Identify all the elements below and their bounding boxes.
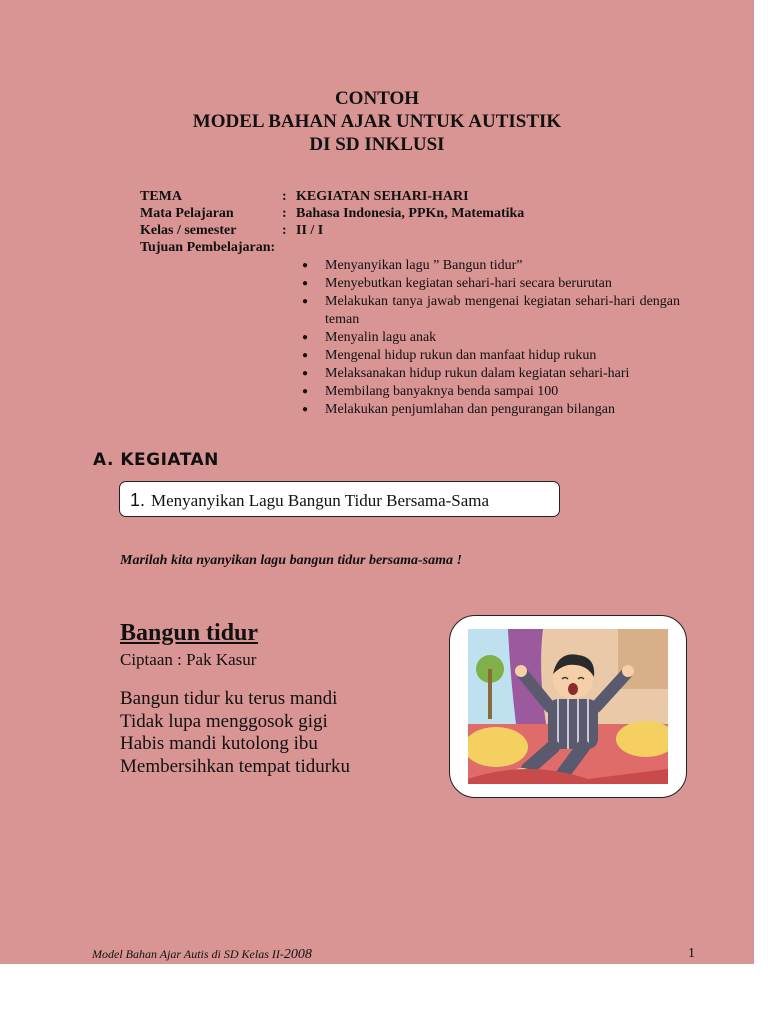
bullet-icon: ● <box>302 385 309 397</box>
bullet-icon: ● <box>302 367 309 379</box>
meta-sep: : <box>282 206 287 221</box>
goal-text: Menyalin lagu anak <box>325 329 437 345</box>
activity-label: Menyanyikan Lagu Bangun Tidur Bersama-Sama <box>151 491 490 510</box>
boy-waking-up-illustration <box>468 629 668 784</box>
goal-text: Mengenal hidup rukun dan manfaat hidup rukun <box>325 347 597 363</box>
meta-sep: : <box>282 189 287 204</box>
goal-text: Menyebutkan kegiatan sehari-hari secara berurutan <box>325 276 612 291</box>
song-lyrics <box>120 688 350 778</box>
page-number: 1 <box>688 946 695 961</box>
bullet-icon: ● <box>302 403 309 415</box>
goal-text: Melakukan penjumlahan dan pengurangan bilangan <box>325 401 616 417</box>
lyric-line: Bangun tidur ku terus mandi <box>120 688 338 709</box>
list-item <box>300 329 680 347</box>
bullet-icon: ● <box>302 349 309 361</box>
list-item <box>300 365 680 383</box>
lyric-line: Habis mandi kutolong ibu <box>120 733 318 754</box>
song-composer: Ciptaan : Pak Kasur <box>120 650 257 669</box>
activity-number: 1. <box>130 490 146 510</box>
goal-text: Melaksanakan hidup rukun dalam kegiatan sehari-hari <box>325 365 630 381</box>
illustration-frame <box>449 615 687 798</box>
bullet-icon: ● <box>302 331 309 343</box>
left-hand <box>515 665 527 677</box>
learning-goals-list <box>300 257 680 419</box>
goal-text: Melakukan tanya jawab mengenai kegiatan sehari-hari dengan teman <box>325 294 680 327</box>
activity-box <box>119 481 560 517</box>
song-title: Bangun tidur <box>120 620 259 646</box>
goal-text: Menyanyikan lagu ” Bangun tidur” <box>325 258 523 273</box>
lyric-line: Membersihkan tempat tidurku <box>120 755 351 777</box>
lyric-line: Tidak lupa menggosok gigi <box>120 710 328 732</box>
meta-sep: : <box>282 223 287 238</box>
right-hand <box>622 665 634 677</box>
footer-text: Model Bahan Ajar Autis di SD Kelas II- <box>92 947 284 961</box>
doc-title-line1: CONTOH <box>334 88 420 109</box>
list-item <box>300 401 680 419</box>
meta-value: KEGIATAN SEHARI-HARI <box>296 189 469 204</box>
meta-label: Kelas / semester <box>140 223 237 238</box>
yawning-mouth <box>568 683 578 695</box>
meta-label: TEMA <box>140 189 182 204</box>
meta-label: Tujuan Pembelajaran: <box>140 240 276 255</box>
footer-year: 2008 <box>283 947 312 962</box>
list-item <box>300 383 680 401</box>
bullet-icon: ● <box>302 260 309 271</box>
tree-trunk <box>488 669 492 719</box>
list-item <box>300 293 680 328</box>
list-item <box>300 347 680 365</box>
doc-title-line2: MODEL BAHAN AJAR UNTUK AUTISTIK <box>192 111 562 132</box>
meta-value: Bahasa Indonesia, PPKn, Matematika <box>296 206 525 221</box>
bullet-icon: ● <box>302 296 309 307</box>
list-item <box>300 257 680 275</box>
section-heading: A. KEGIATAN <box>93 450 219 470</box>
footer-caption <box>92 947 312 963</box>
doc-title-line3: DI SD INKLUSI <box>309 134 445 155</box>
instruction-text: Marilah kita nyanyikan lagu bangun tidur bersama-sama ! <box>120 553 462 568</box>
meta-label: Mata Pelajaran <box>140 206 234 221</box>
meta-value: II / I <box>296 223 324 238</box>
bullet-icon: ● <box>302 278 309 289</box>
list-item <box>300 275 680 293</box>
goal-text: Membilang banyaknya benda sampai 100 <box>325 383 559 399</box>
